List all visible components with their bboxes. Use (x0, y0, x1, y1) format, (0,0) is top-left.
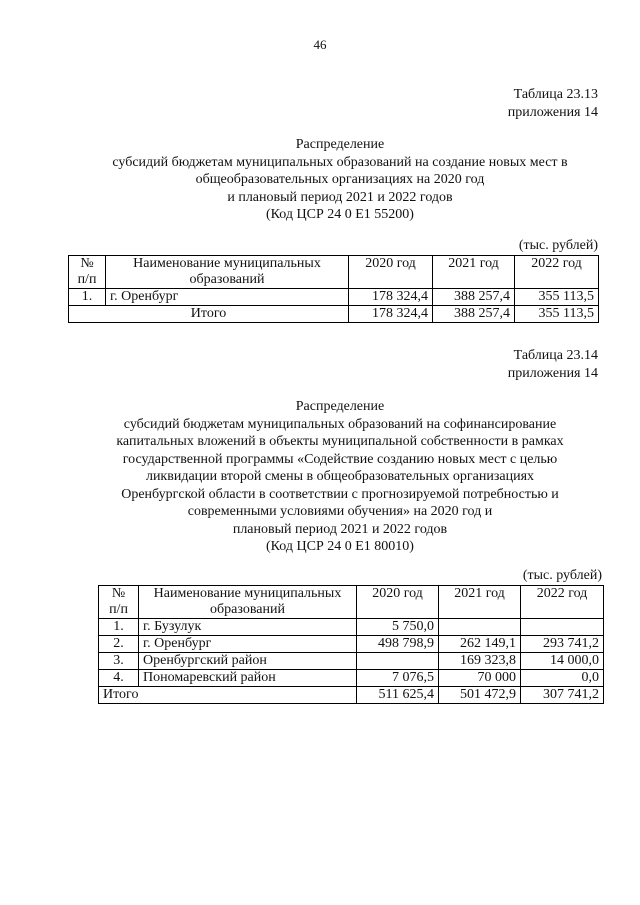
total-2021: 388 257,4 (433, 306, 515, 323)
table-row (99, 670, 604, 687)
total-label: Итого (99, 687, 357, 704)
title-line: современными условиями обучения» на 2020 год и (187, 504, 493, 519)
table-row (99, 619, 604, 636)
row-name: Пономаревский район (139, 670, 357, 687)
appendix-ref: приложения 14 (507, 366, 598, 381)
header-row (69, 256, 599, 289)
title-line: Распределение (295, 137, 385, 152)
table-23-13 (68, 255, 599, 323)
table-23-14-tag (508, 347, 598, 383)
row-name: г. Бузулук (139, 619, 357, 636)
title-line: общеобразовательных организациях на 2020 год (195, 172, 485, 187)
row-2021: 70 000 (439, 670, 521, 687)
row-2020 (357, 653, 439, 670)
header-2021: 2021 год (433, 256, 515, 289)
row-num: 3. (99, 653, 139, 670)
table-number: Таблица 23.14 (513, 348, 598, 363)
total-2022: 307 741,2 (521, 687, 604, 704)
total-2021: 501 472,9 (439, 687, 521, 704)
title-line: и плановый период 2021 и 2022 годов (227, 189, 453, 205)
page-number: 46 (313, 37, 327, 52)
table-23-14-title (60, 398, 620, 556)
header-num: № п/п (69, 256, 106, 289)
row-2020: 178 324,4 (349, 289, 433, 306)
table-row (99, 636, 604, 653)
row-num: 1. (99, 619, 139, 636)
header-2022: 2022 год (521, 586, 604, 619)
row-num: 1. (69, 289, 106, 306)
row-name: г. Оренбург (139, 636, 357, 653)
header-2020: 2020 год (349, 256, 433, 289)
title-line: (Код ЦСР 24 0 Е1 80010) (266, 539, 414, 554)
header-2020: 2020 год (357, 586, 439, 619)
table-23-13-title (60, 136, 620, 224)
header-row (99, 586, 604, 619)
unit-label: (тыс. рублей) (522, 568, 602, 583)
row-num: 4. (99, 670, 139, 687)
total-label: Итого (69, 306, 349, 323)
table-23-14 (98, 585, 604, 704)
title-line: субсидий бюджетам муниципальных образований на софинансирование (123, 416, 557, 432)
row-name: Оренбургский район (139, 653, 357, 670)
table-row (69, 289, 599, 306)
total-row (99, 687, 604, 704)
table-row (99, 653, 604, 670)
total-row (69, 306, 599, 323)
title-line: капитальных вложений в объекты муниципальной собственности в рамках (116, 434, 564, 449)
row-2020: 7 076,5 (357, 670, 439, 687)
row-2022 (521, 619, 604, 636)
title-line: Распределение (295, 399, 385, 414)
table-number: Таблица 23.13 (513, 87, 598, 102)
header-name: Наименование муниципальных образований (106, 256, 349, 289)
title-line: субсидий бюджетам муниципальных образований на создание новых мест в (112, 154, 568, 170)
header-2021: 2021 год (439, 586, 521, 619)
header-name: Наименование муниципальных образований (139, 586, 357, 619)
row-num: 2. (99, 636, 139, 653)
table-23-13-tag (508, 86, 598, 122)
row-2020: 5 750,0 (357, 619, 439, 636)
row-2021 (439, 619, 521, 636)
row-2021: 388 257,4 (433, 289, 515, 306)
title-line: (Код ЦСР 24 0 Е1 55200) (266, 207, 414, 222)
total-2020: 178 324,4 (349, 306, 433, 323)
title-line: Оренбургской области в соответствии с прогнозируемой потребностью и (121, 486, 559, 502)
row-2022: 0,0 (521, 670, 604, 687)
row-2022: 355 113,5 (515, 289, 599, 306)
row-2022: 293 741,2 (521, 636, 604, 653)
appendix-ref: приложения 14 (507, 105, 598, 120)
total-2022: 355 113,5 (515, 306, 599, 323)
row-name: г. Оренбург (106, 289, 349, 306)
header-num: № п/п (99, 586, 139, 619)
header-2022: 2022 год (515, 256, 599, 289)
title-line: плановый период 2021 и 2022 годов (232, 521, 448, 537)
row-2020: 498 798,9 (357, 636, 439, 653)
total-2020: 511 625,4 (357, 687, 439, 704)
unit-label: (тыс. рублей) (518, 238, 598, 253)
title-line: государственной программы «Содействие созданию новых мест с целью (122, 451, 558, 467)
row-2021: 169 323,8 (439, 653, 521, 670)
title-line: ликвидации второй смены в общеобразовательных организациях (145, 469, 535, 484)
row-2022: 14 000,0 (521, 653, 604, 670)
row-2021: 262 149,1 (439, 636, 521, 653)
